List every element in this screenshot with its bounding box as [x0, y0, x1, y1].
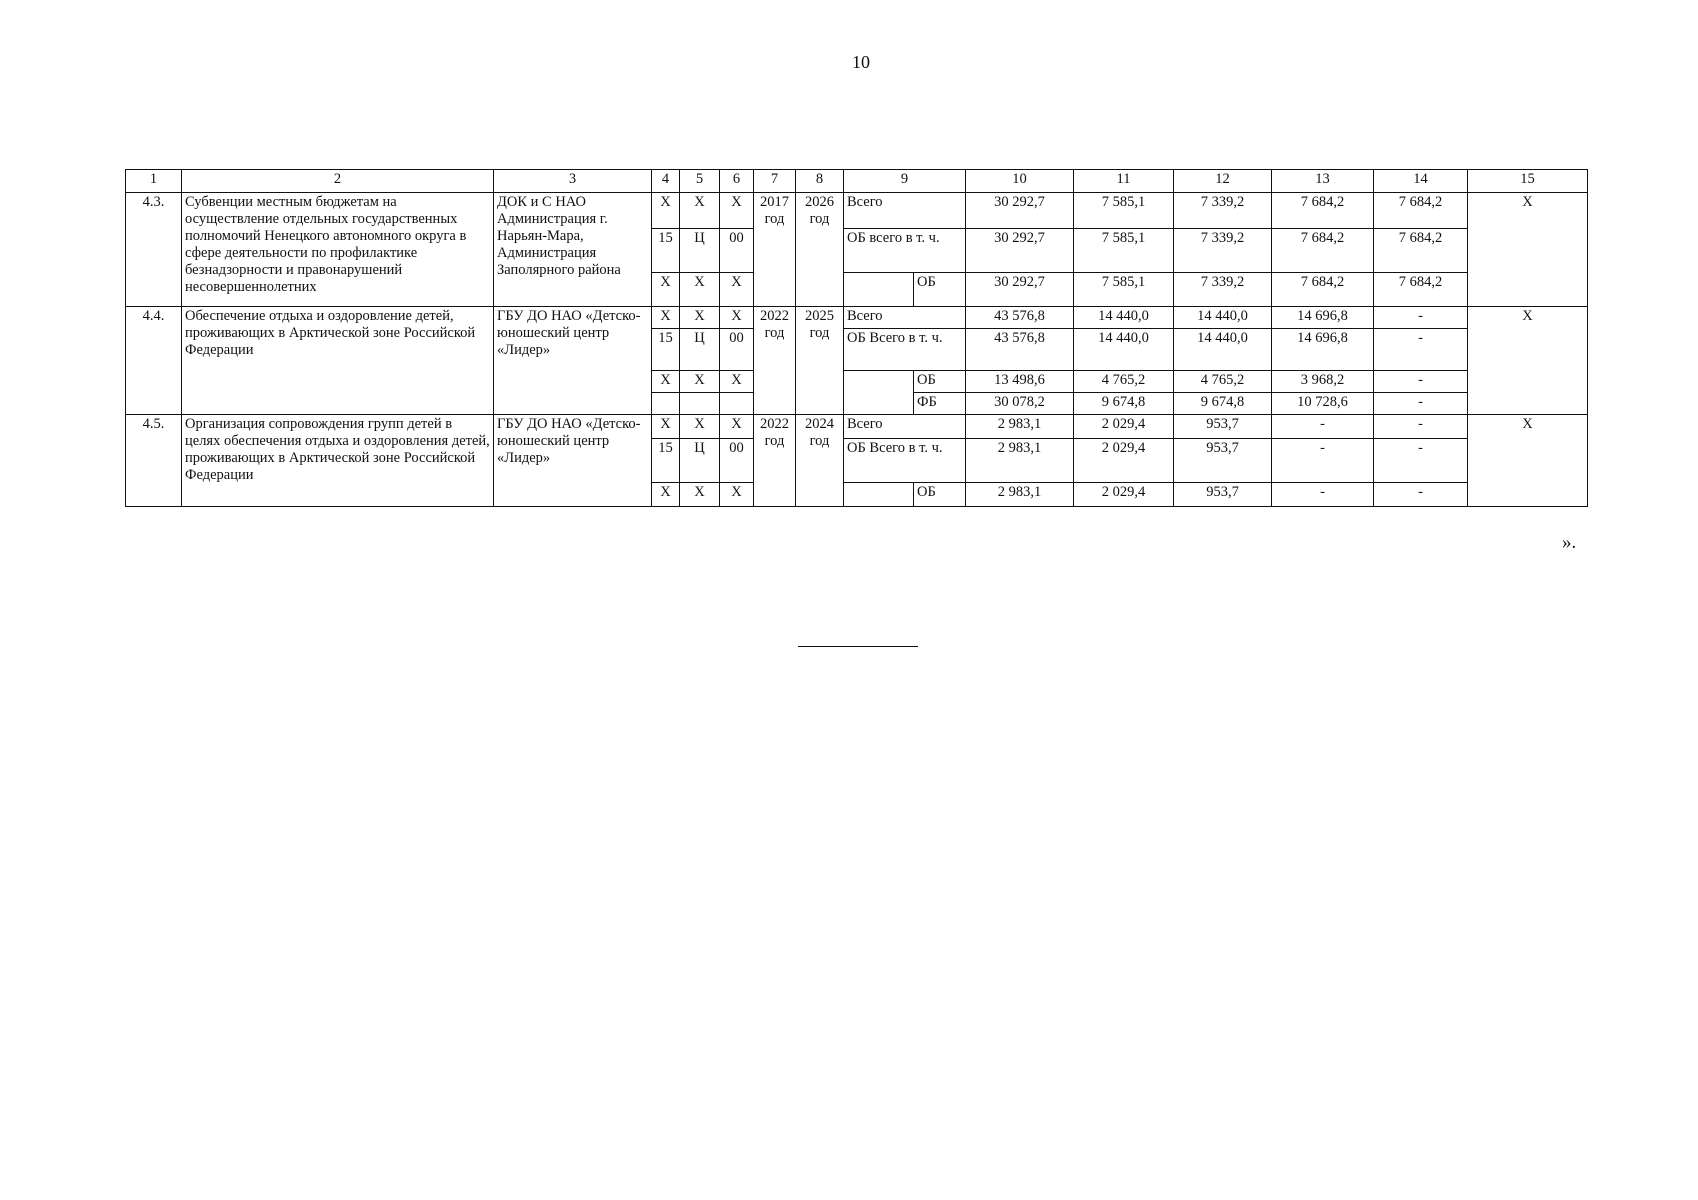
finance-label: ОБ всего в т. ч. — [844, 229, 966, 273]
table-row — [126, 415, 1588, 439]
finance-label: ОБ Всего в т. ч. — [844, 329, 966, 371]
finance-label: Всего — [844, 415, 966, 439]
value-cell: - — [1374, 371, 1468, 393]
code-cell: Х — [680, 273, 720, 307]
source-cell: ОБ — [914, 273, 966, 307]
value-cell: 2 029,4 — [1074, 439, 1174, 483]
end-divider — [798, 646, 918, 647]
value-cell: 2 029,4 — [1074, 415, 1174, 439]
header-cell: 8 — [796, 170, 844, 193]
code-cell: Х — [680, 307, 720, 329]
code-cell: Х — [652, 371, 680, 393]
value-cell: 9 674,8 — [1074, 393, 1174, 415]
end-year: 2024 год — [796, 415, 844, 507]
item-executor: ДОК и С НАО Администрация г. Нарьян-Мара, Администрация Заполярного района — [494, 193, 652, 307]
value-cell: 14 440,0 — [1074, 329, 1174, 371]
value-cell: - — [1374, 439, 1468, 483]
value-cell: 3 968,2 — [1272, 371, 1374, 393]
code-cell: Ц — [680, 229, 720, 273]
finance-label — [844, 371, 914, 415]
value-cell: 7 684,2 — [1374, 273, 1468, 307]
col15-cell: Х — [1468, 415, 1588, 507]
header-cell: 7 — [754, 170, 796, 193]
code-cell: Ц — [680, 329, 720, 371]
page-number: 10 — [852, 52, 870, 72]
code-cell: Х — [652, 193, 680, 229]
finance-label: ОБ Всего в т. ч. — [844, 439, 966, 483]
code-cell: 00 — [720, 229, 754, 273]
value-cell: 953,7 — [1174, 439, 1272, 483]
item-executor: ГБУ ДО НАО «Детско-юношеский центр «Лидер» — [494, 415, 652, 507]
code-cell — [652, 393, 680, 415]
col15-cell: Х — [1468, 307, 1588, 415]
code-cell: 00 — [720, 439, 754, 483]
header-cell: 3 — [494, 170, 652, 193]
header-cell: 4 — [652, 170, 680, 193]
end-year: 2025 год — [796, 307, 844, 415]
code-cell: Х — [652, 415, 680, 439]
code-cell: 15 — [652, 439, 680, 483]
code-cell: 15 — [652, 329, 680, 371]
item-number: 4.3. — [126, 193, 182, 307]
value-cell: 14 440,0 — [1174, 307, 1272, 329]
header-cell: 5 — [680, 170, 720, 193]
value-cell: 2 983,1 — [966, 483, 1074, 507]
value-cell: 10 728,6 — [1272, 393, 1374, 415]
code-cell — [720, 393, 754, 415]
value-cell: 30 292,7 — [966, 273, 1074, 307]
value-cell: 30 292,7 — [966, 229, 1074, 273]
code-cell — [680, 393, 720, 415]
value-cell: 14 696,8 — [1272, 329, 1374, 371]
code-cell: 15 — [652, 229, 680, 273]
value-cell: 7 684,2 — [1272, 193, 1374, 229]
header-cell: 1 — [126, 170, 182, 193]
code-cell: Х — [720, 415, 754, 439]
finance-label — [844, 483, 914, 507]
header-cell: 15 — [1468, 170, 1588, 193]
value-cell: 7 684,2 — [1374, 229, 1468, 273]
start-year: 2022 год — [754, 307, 796, 415]
item-executor: ГБУ ДО НАО «Детско-юношеский центр «Лидер» — [494, 307, 652, 415]
header-cell: 12 — [1174, 170, 1272, 193]
header-cell: 14 — [1374, 170, 1468, 193]
table-row — [126, 307, 1588, 329]
value-cell: 7 585,1 — [1074, 229, 1174, 273]
value-cell: - — [1272, 415, 1374, 439]
source-cell: ФБ — [914, 393, 966, 415]
code-cell: Х — [652, 307, 680, 329]
value-cell: 13 498,6 — [966, 371, 1074, 393]
col15-cell: Х — [1468, 193, 1588, 307]
value-cell: 30 078,2 — [966, 393, 1074, 415]
source-cell: ОБ — [914, 483, 966, 507]
value-cell: 14 696,8 — [1272, 307, 1374, 329]
start-year: 2022 год — [754, 415, 796, 507]
header-cell: 11 — [1074, 170, 1174, 193]
code-cell: Х — [680, 193, 720, 229]
item-name: Субвенции местным бюджетам на осуществление отдельных государственных полномочий Ненецкого автономного округа в сфере деятельности по профилактике безнадзорности и правонарушений несовершеннолетних — [182, 193, 494, 307]
value-cell: 953,7 — [1174, 415, 1272, 439]
finance-label: Всего — [844, 307, 966, 329]
code-cell: Х — [720, 193, 754, 229]
header-cell: 2 — [182, 170, 494, 193]
code-cell: Х — [720, 371, 754, 393]
value-cell: 4 765,2 — [1174, 371, 1272, 393]
code-cell: Х — [680, 371, 720, 393]
value-cell: 7 684,2 — [1272, 229, 1374, 273]
code-cell: Х — [680, 483, 720, 507]
value-cell: 30 292,7 — [966, 193, 1074, 229]
code-cell: Х — [720, 483, 754, 507]
source-cell: ОБ — [914, 371, 966, 393]
value-cell: 4 765,2 — [1074, 371, 1174, 393]
start-year: 2017 год — [754, 193, 796, 307]
value-cell: 7 339,2 — [1174, 273, 1272, 307]
value-cell: 43 576,8 — [966, 307, 1074, 329]
value-cell: 7 684,2 — [1374, 193, 1468, 229]
value-cell: 2 029,4 — [1074, 483, 1174, 507]
code-cell: Х — [652, 273, 680, 307]
end-year: 2026 год — [796, 193, 844, 307]
value-cell: - — [1272, 439, 1374, 483]
value-cell: 7 339,2 — [1174, 229, 1272, 273]
finance-label — [844, 273, 914, 307]
code-cell: Х — [652, 483, 680, 507]
code-cell: Ц — [680, 439, 720, 483]
table-row — [126, 193, 1588, 229]
value-cell: 43 576,8 — [966, 329, 1074, 371]
code-cell: 00 — [720, 329, 754, 371]
value-cell: 7 585,1 — [1074, 273, 1174, 307]
value-cell: 7 684,2 — [1272, 273, 1374, 307]
header-cell: 9 — [844, 170, 966, 193]
value-cell: - — [1374, 329, 1468, 371]
value-cell: 14 440,0 — [1174, 329, 1272, 371]
value-cell: - — [1374, 483, 1468, 507]
item-number: 4.4. — [126, 307, 182, 415]
code-cell: Х — [680, 415, 720, 439]
value-cell: - — [1272, 483, 1374, 507]
value-cell: 7 339,2 — [1174, 193, 1272, 229]
value-cell: 9 674,8 — [1174, 393, 1272, 415]
finance-label: Всего — [844, 193, 966, 229]
value-cell: 7 585,1 — [1074, 193, 1174, 229]
header-cell: 10 — [966, 170, 1074, 193]
item-name: Обеспечение отдыха и оздоровление детей, проживающих в Арктической зоне Российской Федерации — [182, 307, 494, 415]
value-cell: 2 983,1 — [966, 439, 1074, 483]
value-cell: - — [1374, 415, 1468, 439]
value-cell: - — [1374, 393, 1468, 415]
header-cell: 13 — [1272, 170, 1374, 193]
code-cell: Х — [720, 307, 754, 329]
value-cell: 953,7 — [1174, 483, 1272, 507]
code-cell: Х — [720, 273, 754, 307]
value-cell: 2 983,1 — [966, 415, 1074, 439]
item-number: 4.5. — [126, 415, 182, 507]
value-cell: 14 440,0 — [1074, 307, 1174, 329]
budget-table — [125, 169, 1588, 507]
value-cell: - — [1374, 307, 1468, 329]
closing-quote-mark: ». — [1562, 532, 1577, 553]
item-name: Организация сопровождения групп детей в целях обеспечения отдыха и оздоровления детей, проживающих в Арктической зоне Российской Федерации — [182, 415, 494, 507]
header-cell: 6 — [720, 170, 754, 193]
header-row — [126, 170, 1588, 193]
